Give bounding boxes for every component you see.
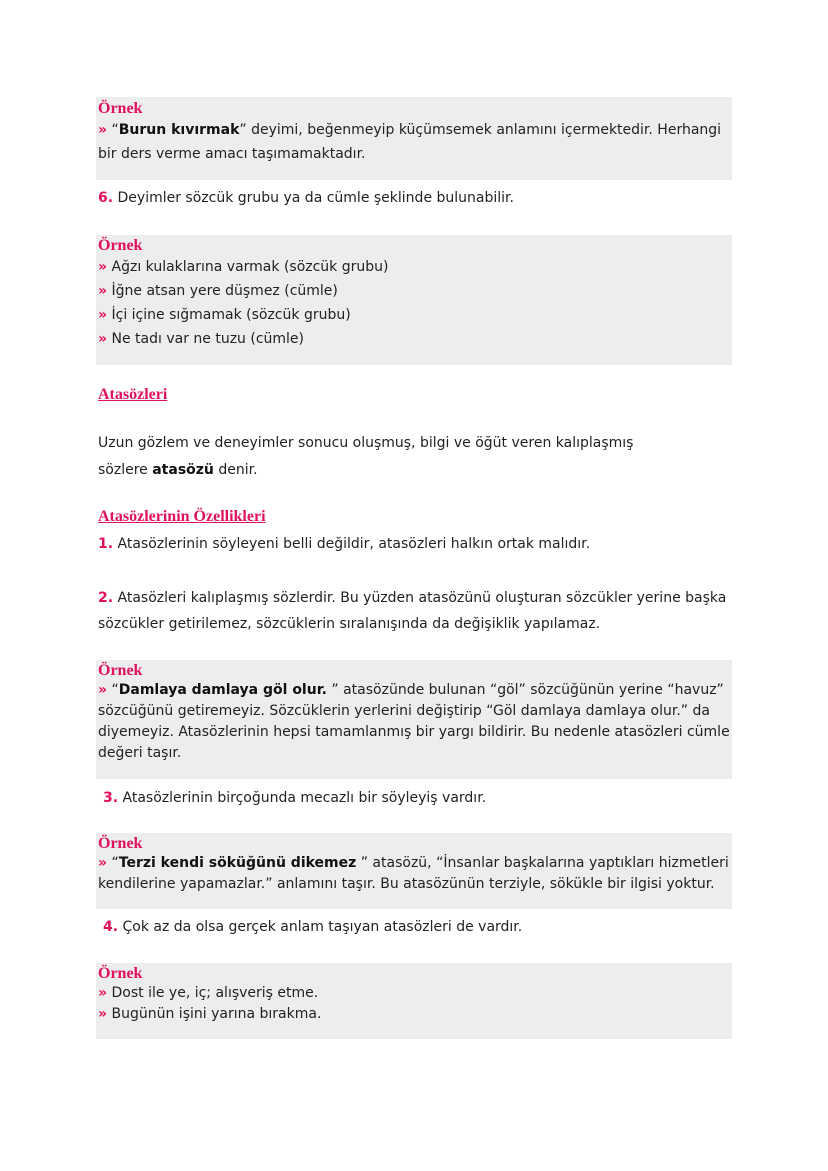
item-number: 3.: [103, 790, 119, 806]
item-text: Çok az da olsa gerçek anlam taşıyan atasözleri de vardır.: [118, 919, 523, 935]
definition-line: Uzun gözlem ve deneyimler sonucu oluşmuş, bilgi ve öğüt veren kalıplaşmış: [98, 435, 634, 451]
example-label: Örnek: [98, 100, 143, 117]
bullet-marker: »: [98, 283, 108, 299]
item-text: Atasözlerinin birçoğunda mecazlı bir söyleyiş vardır.: [118, 790, 487, 806]
list-item: [98, 983, 732, 1004]
item-line: [98, 585, 732, 611]
bullet-marker: »: [98, 259, 108, 275]
item-text: Deyimler sözcük grubu ya da cümle şeklinde bulunabilir.: [117, 190, 514, 206]
definition-text: sözlere: [98, 462, 153, 478]
list-item-text: Ne tadı var ne tuzu (cümle): [111, 331, 305, 347]
list-item: [98, 327, 732, 351]
item-text: Atasözlerinin söyleyeni belli değildir, atasözleri halkın ortak malıdır.: [113, 536, 591, 552]
list-item-text: Dost ile ye, iç; alışveriş etme.: [111, 985, 319, 1001]
example-label: Örnek: [98, 237, 143, 254]
idiom-bold: Burun kıvırmak: [118, 122, 240, 138]
item-number: 6.: [98, 190, 114, 206]
example-box-1: [96, 97, 732, 180]
example-box-2: [96, 235, 732, 365]
rule-item-1: [98, 531, 732, 557]
example-line: diyemeyiz. Atasözlerinin hepsi tamamlanmış bir yargı bildirir. Bu nedenle atasözleri cümle: [98, 724, 730, 740]
list-item-text: Bugünün işini yarına bırakma.: [111, 1006, 322, 1022]
example-line: değeri taşır.: [98, 745, 182, 761]
list-item-text: İğne atsan yere düşmez (cümle): [111, 283, 338, 299]
list-item: [98, 255, 732, 279]
example-label: Örnek: [98, 965, 143, 982]
example-line: [98, 853, 732, 874]
list-item-text: Ağzı kulaklarına varmak (sözcük grubu): [111, 259, 389, 275]
list-item: [98, 303, 732, 327]
definition-text: denir.: [213, 462, 258, 478]
rule-item-6: [98, 185, 732, 211]
bullet-marker: »: [98, 985, 108, 1001]
item-number: 1.: [98, 536, 114, 552]
list-item-text: İçi içine sığmamak (sözcük grubu): [111, 307, 351, 323]
section-heading-ozellikler: Atasözlerinin Özellikleri: [98, 508, 266, 525]
proverb-bold: Damlaya damlaya göl olur.: [118, 682, 327, 698]
bullet-marker: »: [98, 855, 108, 871]
item-text: Atasözleri kalıplaşmış sözlerdir. Bu yüzden atasözünü oluşturan sözcükler yerine başka: [113, 590, 727, 606]
quote-open: “: [111, 682, 119, 698]
bullet-marker: »: [98, 122, 108, 138]
example-line: sözcüğünü getiremeyiz. Sözcüklerin yerlerini değiştirip “Göl damlaya damlaya olur.” da: [98, 703, 710, 719]
example-label: Örnek: [98, 662, 143, 679]
quote-open: “: [111, 122, 119, 138]
definition-line: [98, 457, 732, 484]
example-line: kendilerine yapamazlar.” anlamını taşır. Bu atasözünün terziyle, sökükle bir ilgisi yoktur.: [98, 876, 715, 892]
example-line: [98, 118, 732, 142]
item-line: sözcükler getirilemez, sözcüklerin sıralanışında da değişiklik yapılamaz.: [98, 616, 601, 632]
item-number: 2.: [98, 590, 114, 606]
list-item: [98, 279, 732, 303]
definition-paragraph: [98, 430, 732, 484]
bullet-marker: »: [98, 682, 108, 698]
item-number: 4.: [103, 919, 119, 935]
bullet-marker: »: [98, 307, 108, 323]
example-box-3: [96, 660, 732, 779]
proverb-bold: Terzi kendi söküğünü dikemez: [118, 855, 357, 871]
example-text: ” atasözü, “İnsanlar başkalarına yaptıkları hizmetleri: [356, 855, 729, 871]
example-text: ” deyimi, beğenmeyip küçümsemek anlamını içermektedir. Herhangi: [239, 122, 722, 138]
list-item: [98, 1004, 732, 1025]
example-line: [98, 680, 732, 701]
term-bold: atasözü: [152, 462, 214, 478]
rule-item-2: [98, 585, 732, 637]
bullet-marker: »: [98, 331, 108, 347]
rule-item-4: [103, 914, 737, 940]
example-text: ” atasözünde bulunan “göl” sözcüğünün yerine “havuz”: [326, 682, 724, 698]
quote-open: “: [111, 855, 119, 871]
example-box-4: [96, 833, 732, 909]
section-heading-atasozleri: Atasözleri: [98, 386, 168, 403]
example-label: Örnek: [98, 835, 143, 852]
example-box-5: [96, 963, 732, 1039]
example-line: bir ders verme amacı taşımamaktadır.: [98, 146, 366, 162]
bullet-marker: »: [98, 1006, 108, 1022]
rule-item-3: [103, 785, 737, 811]
